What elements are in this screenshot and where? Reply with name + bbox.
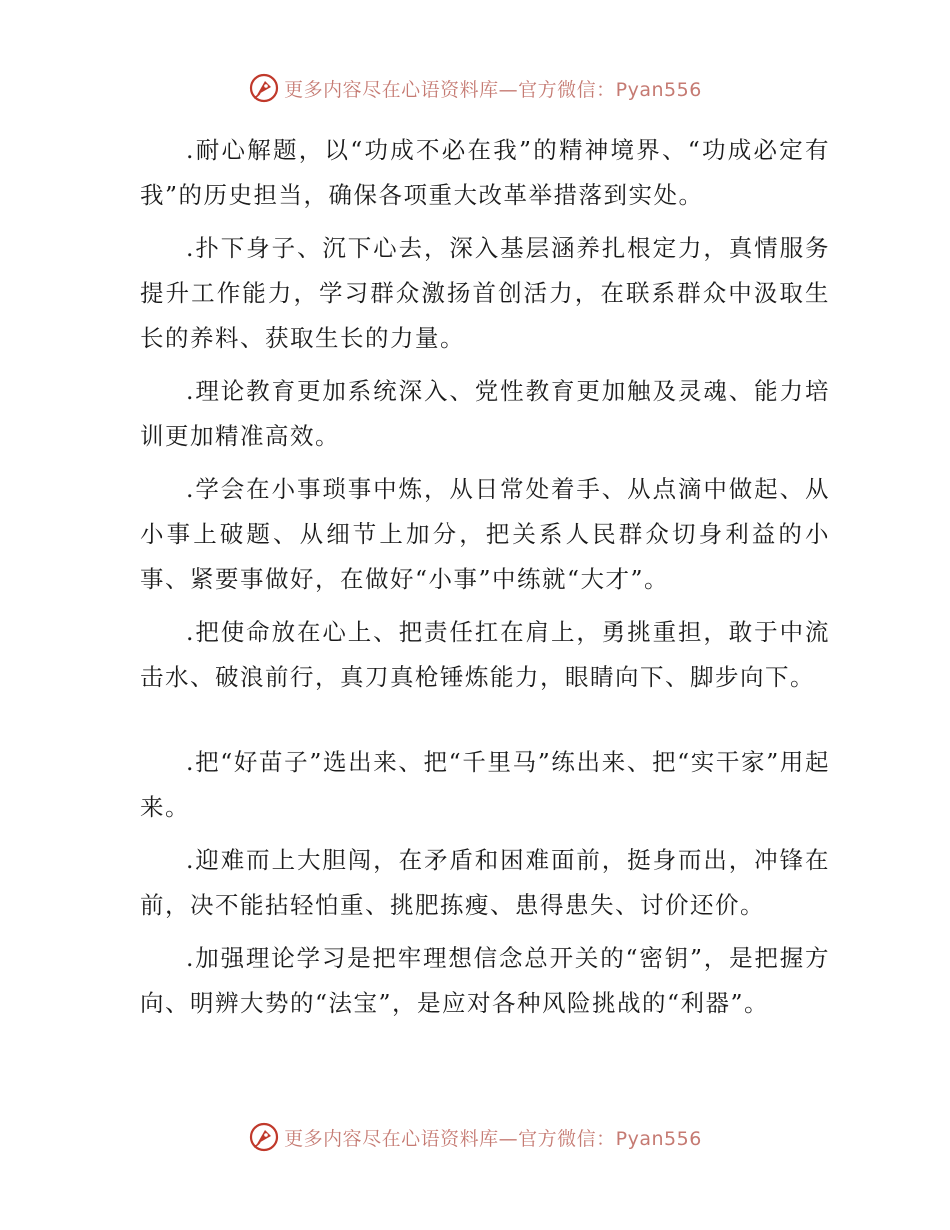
paragraph: .学会在小事琐事中炼，从日常处着手、从点滴中做起、从小事上破题、从细节上加分，把关系人民群众切身利益的小事、紧要事做好，在做好“小事”中练就“大才”。 (140, 475, 830, 593)
paragraph: .把“好苗子”选出来、把“千里马”练出来、把“实干家”用起来。 (140, 748, 830, 821)
document-body (140, 128, 830, 1034)
pen-nib-logo-icon (248, 1121, 280, 1153)
pen-nib-logo-icon (248, 72, 280, 104)
paragraph: .加强理论学习是把牢理想信念总开关的“密钥”，是把握方向、明辨大势的“法宝”，是应对各种风险挑战的“利器”。 (140, 944, 830, 1017)
paragraph: .扑下身子、沉下心去，深入基层涵养扎根定力，真情服务提升工作能力，学习群众激扬首创活力，在联系群众中汲取生长的养料、获取生长的力量。 (140, 234, 830, 352)
footer-banner (0, 1121, 950, 1153)
paragraph: .耐心解题，以“功成不必在我”的精神境界、“功成必定有我”的历史担当，确保各项重大改革举措落到实处。 (140, 136, 830, 209)
paragraph: .理论教育更加系统深入、党性教育更加触及灵魂、能力培训更加精准高效。 (140, 377, 830, 450)
header-banner-text: 更多内容尽在心语资料库—官方微信：Pyan556 (284, 78, 702, 101)
header-banner (0, 72, 950, 104)
paragraph: .迎难而上大胆闯，在矛盾和困难面前，挺身而出，冲锋在前，决不能拈轻怕重、挑肥拣瘦、患得患失、讨价还价。 (140, 846, 830, 919)
footer-banner-text: 更多内容尽在心语资料库—官方微信：Pyan556 (284, 1127, 702, 1150)
paragraph: .把使命放在心上、把责任扛在肩上，勇挑重担，敢于中流击水、破浪前行，真刀真枪锤炼能力，眼睛向下、脚步向下。 (140, 618, 830, 691)
